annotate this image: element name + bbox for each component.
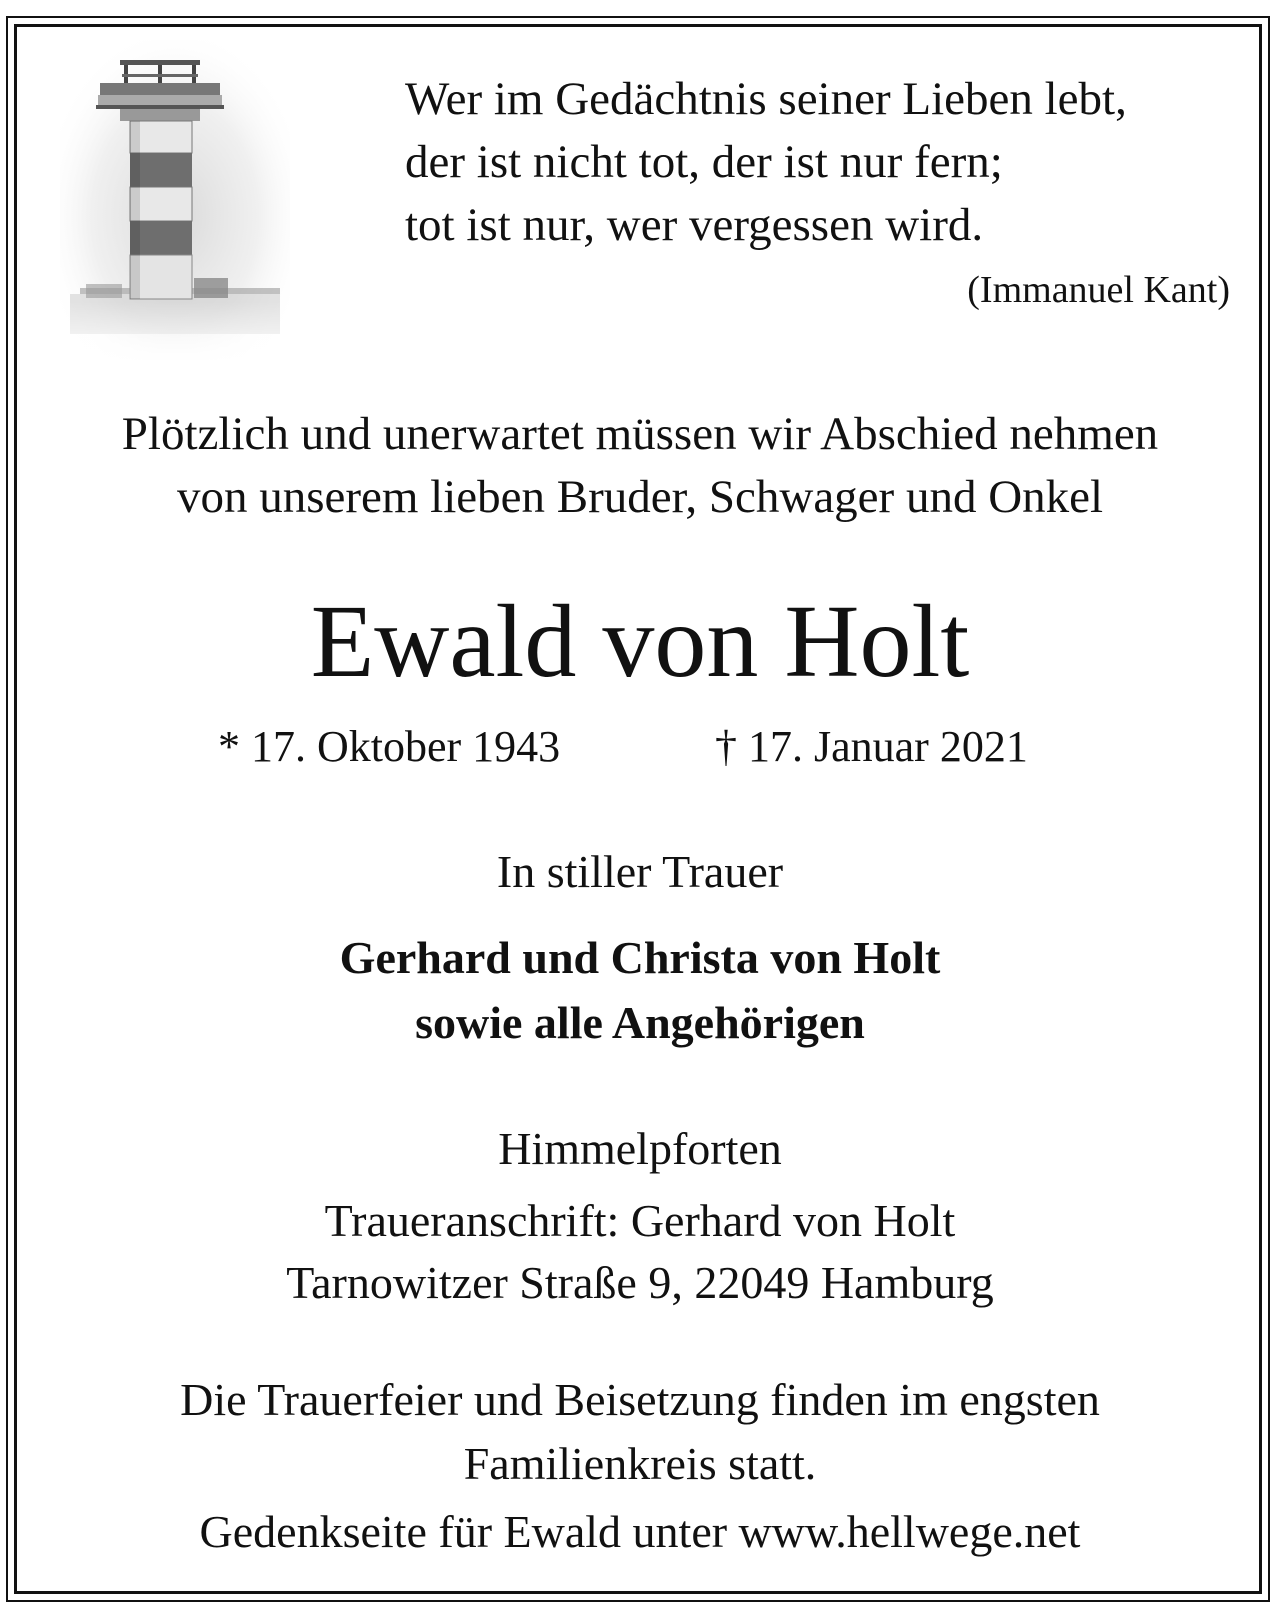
death-date: † 17. Januar 2021	[715, 722, 1028, 771]
intro-text	[20, 403, 1260, 529]
birth-date: * 17. Oktober 1943	[218, 722, 561, 771]
quote-author: (Immanuel Kant)	[967, 269, 1230, 311]
mourners	[20, 925, 1260, 1055]
mourners-line: Gerhard und Christa von Holt	[339, 932, 941, 983]
mourning-address	[20, 1190, 1260, 1314]
mourning-text: In stiller Trauer	[496, 846, 784, 897]
intro-line: Plötzlich und unerwartet müssen wir Abschied nehmen	[121, 408, 1159, 460]
lighthouse-icon	[60, 40, 290, 360]
ceremony-line: Familienkreis statt.	[463, 1438, 817, 1489]
address-line: Traueranschrift: Gerhard von Holt	[324, 1195, 956, 1246]
deceased-name: Ewald von Holt	[310, 584, 970, 699]
address-line: Tarnowitzer Straße 9, 22049 Hamburg	[286, 1257, 994, 1308]
ceremony-line: Die Trauerfeier und Beisetzung finden im engsten	[180, 1374, 1100, 1425]
mourners-line: sowie alle Angehörigen	[415, 997, 865, 1048]
quote-line: der ist nicht tot, der ist nur fern;	[405, 136, 1003, 188]
place: Himmelpforten	[498, 1123, 782, 1174]
memorial-page-note: Gedenkseite für Ewald unter www.hellwege.net	[199, 1506, 1081, 1557]
quote-line: tot ist nur, wer vergessen wird.	[405, 199, 984, 251]
intro-line: von unserem lieben Bruder, Schwager und Onkel	[176, 471, 1104, 523]
ceremony-note	[20, 1368, 1260, 1496]
quote-line: Wer im Gedächtnis seiner Lieben lebt,	[405, 73, 1127, 125]
quote	[405, 68, 1235, 311]
